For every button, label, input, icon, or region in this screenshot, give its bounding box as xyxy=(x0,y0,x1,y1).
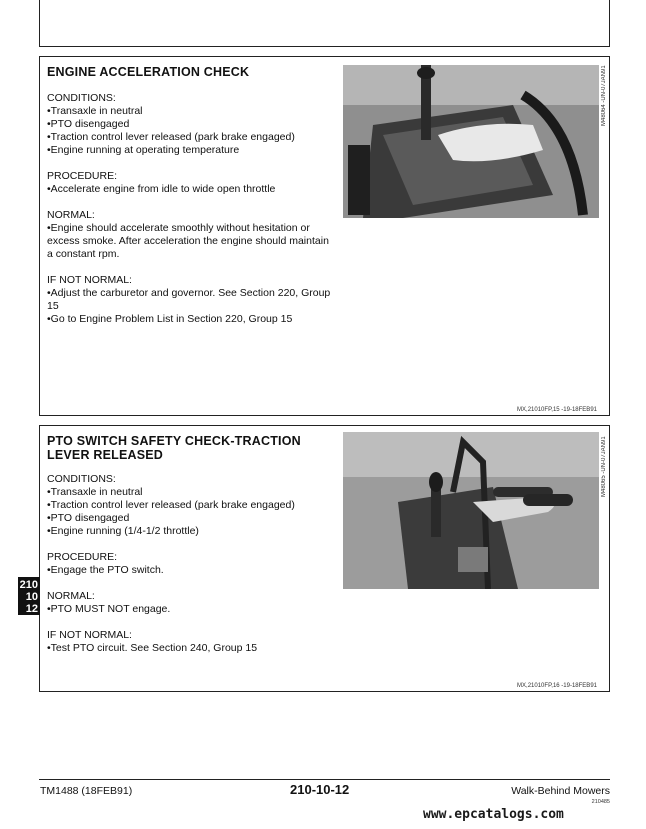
conditions-label: CONDITIONS: xyxy=(47,92,116,104)
engine-throttle-photo xyxy=(343,65,599,218)
tab-line: 10 xyxy=(25,591,38,603)
footer-code: 210485 xyxy=(591,799,610,805)
photo-code: M48064 -UN-07JAN91 xyxy=(601,65,607,126)
if-not-normal-group xyxy=(47,629,337,655)
list-item: •Engage the PTO switch. xyxy=(47,564,164,576)
procedure-group xyxy=(47,170,337,196)
section-title: ENGINE ACCELERATION CHECK xyxy=(47,65,250,79)
procedure-label: PROCEDURE: xyxy=(47,170,118,182)
section-body xyxy=(47,92,337,339)
list-item: •Engine running at operating temperature xyxy=(47,144,240,156)
normal-group xyxy=(47,209,337,261)
normal-label: NORMAL: xyxy=(47,590,95,602)
conditions-group xyxy=(47,473,337,538)
tab-line: 210 xyxy=(19,579,38,591)
manual-id: TM1488 (18FEB91) xyxy=(40,785,133,797)
section-body xyxy=(47,473,337,668)
page-number: 210-10-12 xyxy=(290,782,350,797)
conditions-label: CONDITIONS: xyxy=(47,473,116,485)
procedure-group xyxy=(47,551,337,577)
if-not-normal-group xyxy=(47,274,337,326)
list-item: •Transaxle in neutral xyxy=(47,486,143,498)
section-footer-code: MX,21010FP,15 -19-18FEB91 xyxy=(517,407,597,413)
engine-acceleration-section xyxy=(39,56,610,416)
section-title: PTO SWITCH SAFETY CHECK-TRACTION LEVER RELEASED xyxy=(47,434,301,462)
list-item: •Traction control lever released (park brake engaged) xyxy=(47,131,295,143)
list-item: •Engine running (1/4-1/2 throttle) xyxy=(47,525,199,537)
procedure-label: PROCEDURE: xyxy=(47,551,118,563)
conditions-group xyxy=(47,92,337,157)
list-item: •PTO disengaged xyxy=(47,512,130,524)
section-tab xyxy=(18,577,40,615)
list-item: •PTO MUST NOT engage. xyxy=(47,603,171,615)
pto-switch-safety-section xyxy=(39,425,610,692)
list-item: •Transaxle in neutral xyxy=(47,105,143,117)
footer-divider xyxy=(39,779,610,780)
list-item: •Test PTO circuit. See Section 240, Group 15 xyxy=(47,642,258,654)
manual-title: Walk-Behind Mowers xyxy=(511,785,610,797)
section-footer-code: MX,21010FP,16 -19-18FEB91 xyxy=(517,683,597,689)
if-not-normal-label: IF NOT NORMAL: xyxy=(47,629,132,641)
tab-line: 12 xyxy=(25,603,38,615)
if-not-normal-label: IF NOT NORMAL: xyxy=(47,274,132,286)
list-item: •Accelerate engine from idle to wide open throttle xyxy=(47,183,276,195)
list-item: •Go to Engine Problem List in Section 220, Group 15 xyxy=(47,313,293,325)
list-item: •PTO disengaged xyxy=(47,118,130,130)
pto-switch-photo xyxy=(343,432,599,589)
watermark-link[interactable]: www.epcatalogs.com xyxy=(423,807,564,822)
normal-label: NORMAL: xyxy=(47,209,95,221)
list-item: •Traction control lever released (park brake engaged) xyxy=(47,499,295,511)
photo-code: M48065 -UN-07JAN91 xyxy=(601,436,607,497)
list-item: •Engine should accelerate smoothly without hesitation or excess smoke. After acceleration the engine should maintain a constant rpm. xyxy=(47,222,329,260)
normal-group xyxy=(47,590,337,616)
list-item: •Adjust the carburetor and governor. See Section 220, Group 15 xyxy=(47,287,331,312)
previous-section-box xyxy=(39,0,610,47)
